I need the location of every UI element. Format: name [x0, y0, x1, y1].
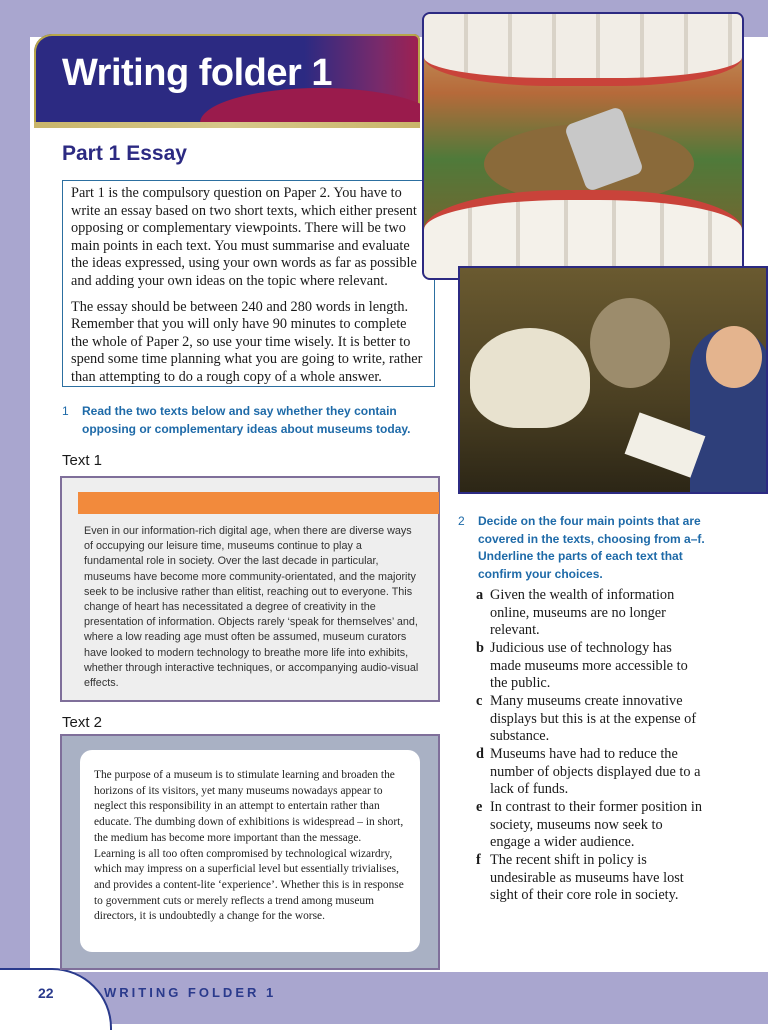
intro-paragraph-2: The essay should be between 240 and 280 words in length. Remember that you will only have 90 minutes to complete the whole of Paper 2, so use your time wisely. It is better to spend some time planning what you are going to write, rather than attempting to do a rough copy of a whole answer. [71, 298, 423, 385]
text-1-panel [60, 476, 440, 702]
text-2-body: The purpose of a museum is to stimulate learning and broaden the horizons of its visitors, yet many museums nowadays appear to neglect this responsibility in an attempt to entertain rather than educate. The dumbing down of exhibitions is widespread – in short, the medium has become more important than the message. Learning is all too often compromised by technological wizardry, which may impress on a superficial level but essentially trivialises, and provides a content-lite ‘experience’. Whether this is in response to government cuts or merely reflects a trend among museum directors, it is undoubtedly a change for the worse. [94, 769, 404, 923]
option-e [476, 799, 706, 852]
task-1 [62, 403, 422, 438]
option-f [476, 852, 706, 905]
option-text: The recent shift in policy is undesirable as museums have lost sight of their core role in society. [490, 852, 684, 904]
text-2-panel [60, 734, 440, 970]
option-b [476, 640, 706, 693]
photo-boy-head [706, 326, 762, 388]
title-banner [34, 34, 420, 128]
photo-lower-teeth [424, 190, 742, 278]
option-letter: a [476, 587, 484, 603]
option-a [476, 587, 706, 640]
option-text: In contrast to their former position in society, museums now seek to engage a wider audience. [490, 799, 703, 851]
task-1-number: 1 [62, 404, 69, 418]
option-letter: c [476, 693, 483, 709]
photo-upper-teeth [424, 14, 742, 86]
intro-paragraph-1: Part 1 is the compulsory question on Paper 2. You have to write an essay based on two short texts, which either present opposing or complementary viewpoints. There will be two main points in each text. You must summarise and evaluate the ideas expressed, using your own words as far as possible and adding your own ideas on the topic where relevant. [71, 185, 417, 289]
museum-mouth-exhibit-photo [422, 12, 744, 280]
option-text: Given the wealth of information online, museums are no longer relevant. [490, 587, 675, 639]
intro-box [62, 180, 435, 387]
task-2-number: 2 [458, 514, 465, 528]
photo-white-dodo [470, 328, 590, 428]
text-1-body: Even in our information-rich digital age, when there are diverse ways of occupying our leisure time, museums continue to play a fundamental role in society. Over the last decade in particular, museums have become more community-orientated, and the majority seek to be inclusive rather than elitist, reaching out to everyone. This change of heart has necessitated a degree of creativity in the presentation of information. Objects rarely ‘speak for themselves’ and, where a low reading age must often be assumed, museum curators have looked to modern technology to breathe more life into exhibits, whether through interactive techniques, or accompanying audio-visual effects. [84, 525, 419, 690]
text-1-header-bar [78, 492, 439, 514]
option-letter: b [476, 640, 484, 656]
task-2 [458, 513, 708, 583]
text-2-card [80, 750, 420, 952]
task-1-text: Read the two texts below and say whether they contain opposing or complementary ideas about museums today. [82, 404, 411, 436]
option-letter: e [476, 799, 483, 815]
section-heading: Part 1 Essay [62, 142, 187, 165]
option-text: Many museums create innovative displays but this is at the expense of substance. [490, 693, 697, 745]
banner-stripe [34, 122, 420, 128]
option-d [476, 746, 706, 799]
task-2-text: Decide on the four main points that are covered in the texts, choosing from a–f. Underline the parts of each text that confirm your choices. [478, 514, 705, 581]
text-2-label: Text 2 [62, 714, 103, 731]
option-letter: f [476, 852, 481, 868]
left-background-band [0, 0, 30, 1024]
page-number: 22 [38, 985, 54, 1001]
photo-brown-dodo [590, 298, 670, 388]
option-text: Museums have had to reduce the number of objects displayed due to a lack of funds. [490, 746, 701, 798]
option-text: Judicious use of technology has made museums more accessible to the public. [490, 640, 688, 692]
text-1-label: Text 1 [62, 452, 103, 469]
dodo-display-photo [458, 266, 768, 494]
page-title: Writing folder 1 [62, 52, 332, 94]
option-letter: d [476, 746, 484, 762]
footer-title: WRITING FOLDER 1 [104, 985, 277, 1000]
option-c [476, 693, 706, 746]
